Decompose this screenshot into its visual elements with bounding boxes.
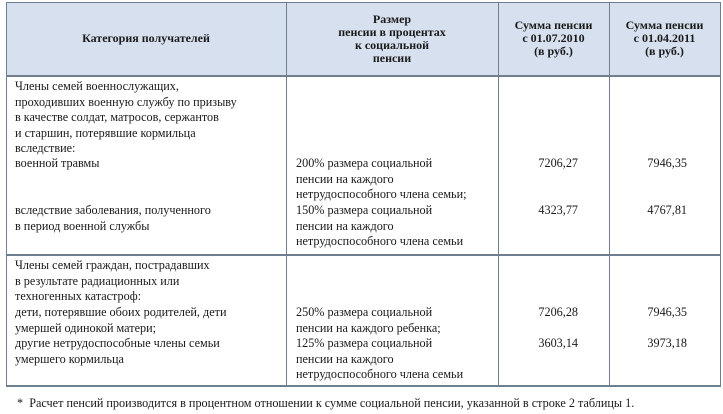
row2-sub2-sum2011: 3973,18: [647, 336, 687, 350]
row2-sub2-size: 125% размера социальной пенсии на каждого нетрудоспособного члена семьи: [296, 336, 464, 382]
table-left-border: [6, 2, 7, 387]
footnote: * Расчет пенсий производится в процентном отношении к сумме социальной пенсии, указанной в строке 2 таблицы 1.: [17, 396, 635, 410]
column-separator: [286, 2, 287, 387]
row2-sub1-sum2010: 7206,28: [538, 305, 578, 319]
row2-sub1-category: дети, потерявшие обоих родителей, дети умершей одинокой матери;: [15, 305, 227, 335]
row1-sub1-category: военной травмы: [15, 156, 100, 170]
column-separator: [609, 2, 610, 387]
row1-sub2-sum2010: 4323,77: [538, 203, 578, 217]
column-separator: [498, 2, 499, 387]
row2-sub2-sum2010: 3603,14: [538, 336, 578, 350]
header-bottom-border: [6, 75, 721, 77]
row1-sub2-category: вследствие заболевания, полученного в период военной службы: [15, 203, 211, 233]
table-top-border: [6, 2, 721, 3]
row1-intro: Члены семей военнослужащих, проходивших военную службу по призыву в качестве солдат, матросов, сержантов и старшин, потерявшие кормильца вследствие:: [15, 79, 237, 156]
row1-sub1-sum2011: 7946,35: [647, 156, 687, 170]
header-category: Категория получателей: [6, 2, 286, 75]
header-size: Размер пенсии в процентах к социальной пенсии: [286, 2, 498, 75]
row1-sub1-size: 200% размера социальной пенсии на каждого нетрудоспособного члена семьи;: [296, 156, 467, 202]
header-sum-2011: Сумма пенсии с 01.04.2011 (в руб.): [609, 2, 720, 75]
row1-sub2-size: 150% размера социальной пенсии на каждого нетрудоспособного члена семьи: [296, 203, 464, 249]
table-bottom-border: [6, 385, 721, 387]
row2-sub2-category: другие нетрудоспособные члены семьи умершего кормильца: [15, 336, 220, 366]
table-right-border: [720, 2, 721, 387]
header-sum-2010: Сумма пенсии с 01.07.2010 (в руб.): [498, 2, 609, 75]
row1-sub1-sum2010: 7206,27: [538, 156, 578, 170]
row2-intro: Члены семей граждан, пострадавших в результате радиационных или техногенных катастроф:: [15, 258, 210, 304]
row1-sub2-sum2011: 4767,81: [647, 203, 687, 217]
row2-sub1-sum2011: 7946,35: [647, 305, 687, 319]
row2-sub1-size: 250% размера социальной пенсии на каждого ребенка;: [296, 305, 441, 335]
row-separator: [6, 254, 721, 256]
